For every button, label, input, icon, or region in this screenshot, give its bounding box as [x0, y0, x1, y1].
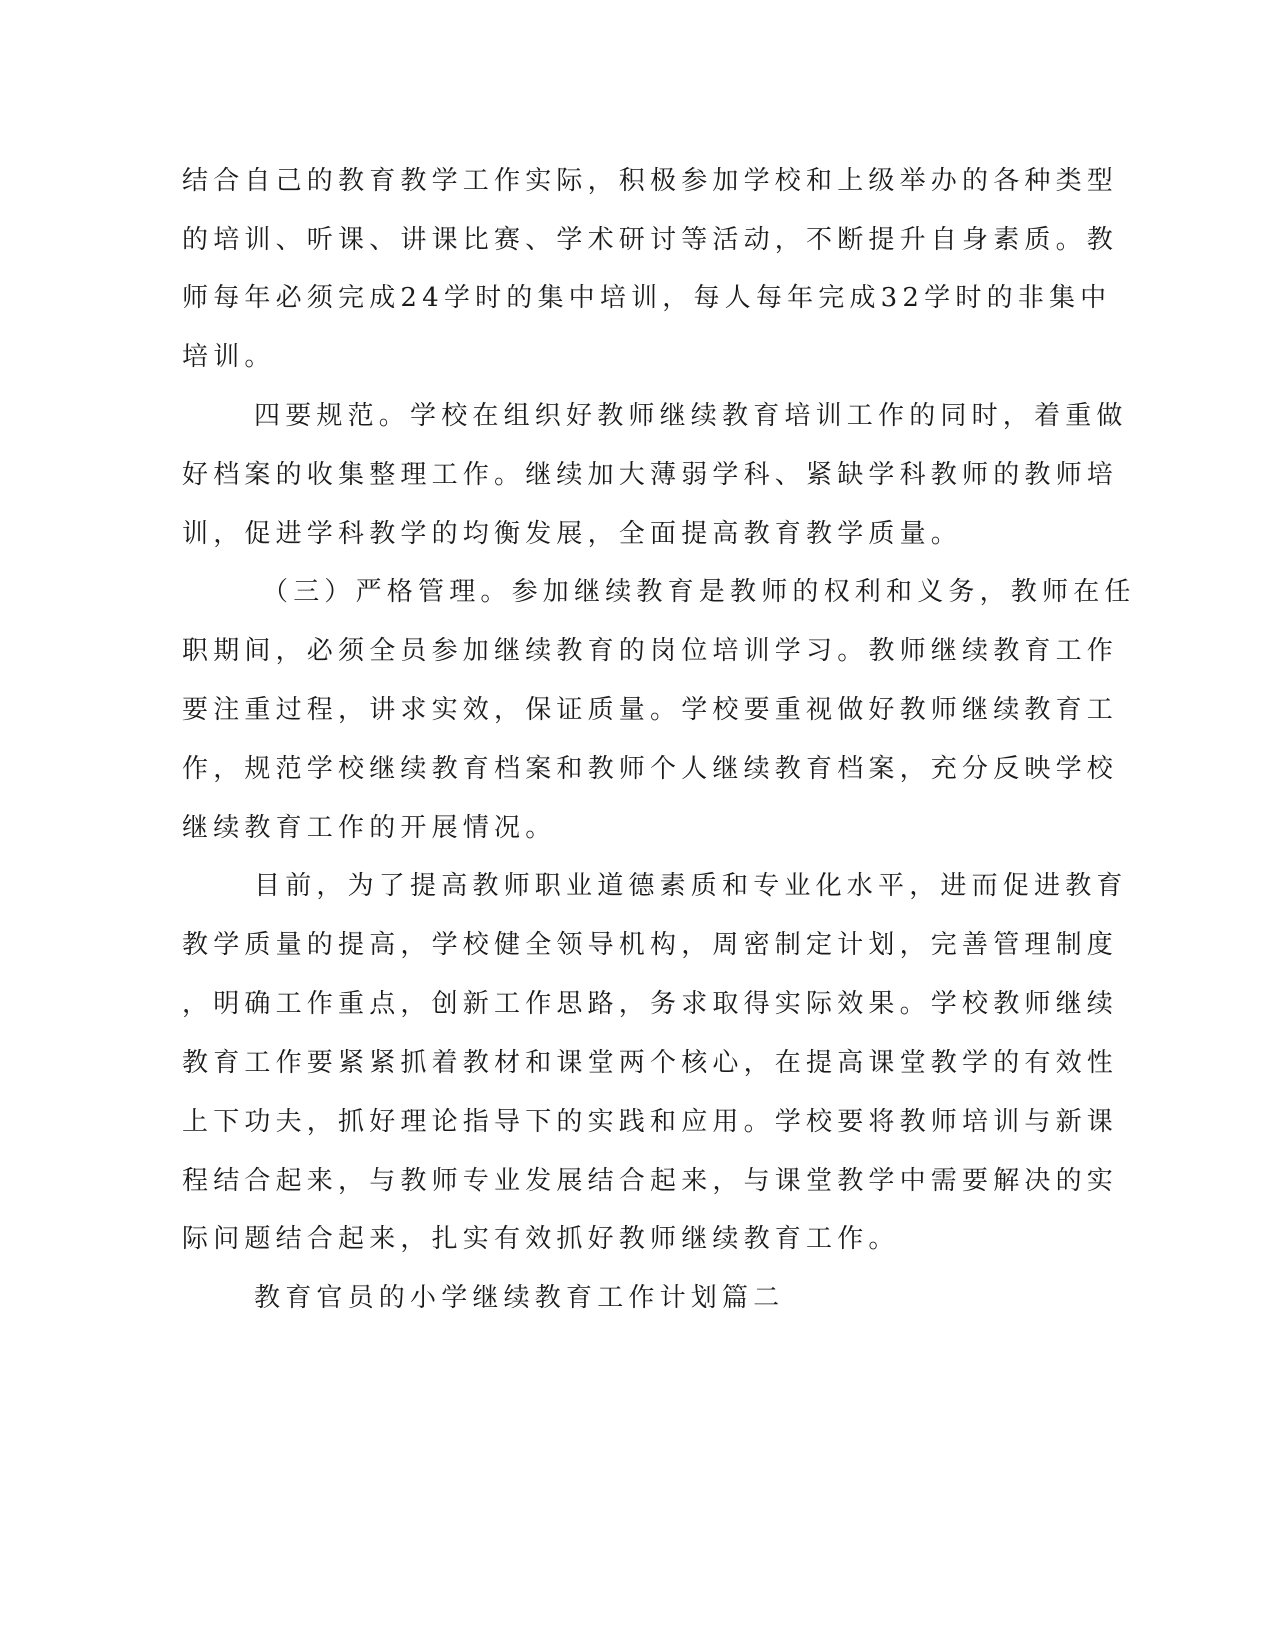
text-line: ，明确工作重点，创新工作思路，务求取得实际效果。学校教师继续	[182, 989, 1119, 1019]
text-line: 训，促进学科教学的均衡发展，全面提高教育教学质量。	[182, 519, 963, 549]
text-line: 继续教育工作的开展情况。	[182, 813, 557, 843]
text-line: 程结合起来，与教师专业发展结合起来，与课堂教学中需要解决的实	[182, 1166, 1119, 1196]
text-line: 师每年必须完成24学时的集中培训，每人每年完成32学时的非集中	[182, 283, 1112, 313]
text-line: 好档案的收集整理工作。继续加大薄弱学科、紧缺学科教师的教师培	[182, 460, 1119, 490]
text-line: 作，规范学校继续教育档案和教师个人继续教育档案，充分反映学校	[182, 754, 1119, 784]
paragraph-heading: 四要规范。学校在组织好教师继续教育培训工作的同时，着重做	[254, 401, 1128, 431]
text-line: 际问题结合起来，扎实有效抓好教师继续教育工作。	[182, 1224, 900, 1254]
text-line: 要注重过程，讲求实效，保证质量。学校要重视做好教师继续教育工	[182, 695, 1119, 725]
paragraph-start: 目前，为了提高教师职业道德素质和专业化水平，进而促进教育	[254, 871, 1128, 901]
section-heading: （三）严格管理。参加继续教育是教师的权利和义务，教师在任	[262, 577, 1136, 607]
text-line: 职期间，必须全员参加继续教育的岗位培训学习。教师继续教育工作	[182, 636, 1119, 666]
section-title: 教育官员的小学继续教育工作计划篇二	[254, 1283, 785, 1313]
text-line: 教学质量的提高，学校健全领导机构，周密制定计划，完善管理制度	[182, 930, 1119, 960]
text-line: 上下功夫，抓好理论指导下的实践和应用。学校要将教师培训与新课	[182, 1107, 1119, 1137]
text-line: 教育工作要紧紧抓着教材和课堂两个核心，在提高课堂教学的有效性	[182, 1048, 1119, 1078]
text-line: 结合自己的教育教学工作实际，积极参加学校和上级举办的各种类型	[182, 166, 1119, 196]
text-line: 培训。	[182, 342, 276, 372]
text-line: 的培训、听课、讲课比赛、学术研讨等活动，不断提升自身素质。教	[182, 225, 1119, 255]
